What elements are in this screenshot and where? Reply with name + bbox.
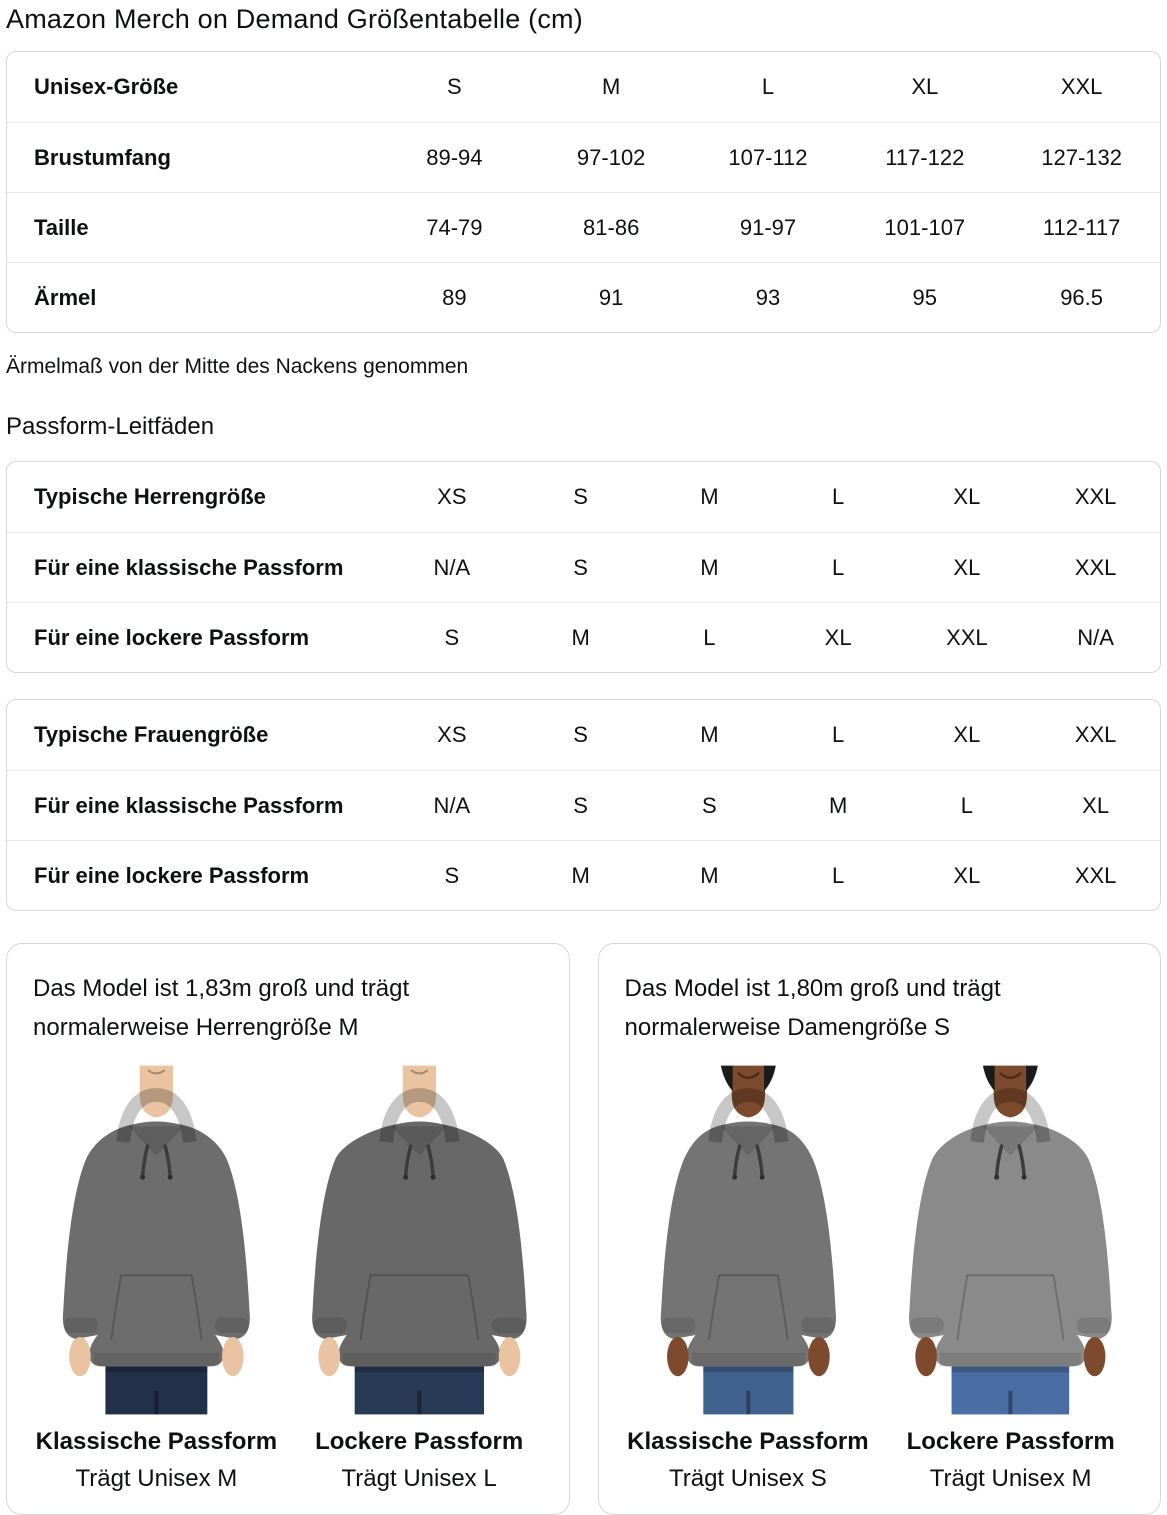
size-cell: XS	[437, 484, 467, 509]
wears-size-label: Trägt Unisex S	[668, 1464, 827, 1492]
model-description: Das Model ist 1,83m groß und trägt normalerweise Herrengröße M	[33, 975, 410, 1041]
size-cell: L	[831, 722, 845, 747]
size-cell: L	[831, 484, 845, 509]
size-cell: 81-86	[583, 214, 640, 240]
wears-size-label: Trägt Unisex M	[929, 1464, 1092, 1492]
size-cell: XL	[953, 554, 981, 580]
row-label: Unisex-Größe	[34, 74, 179, 99]
row-label: Typische Herrengröße	[34, 484, 266, 509]
size-cell: S	[444, 624, 460, 650]
fit-label: Klassische Passform	[627, 1427, 869, 1455]
size-cell: 112-117	[1042, 214, 1121, 240]
table-row	[7, 700, 1160, 770]
size-cell: 101-107	[884, 214, 966, 240]
size-table	[6, 51, 1161, 333]
size-cell: N/A	[1077, 624, 1114, 650]
table-row	[7, 840, 1160, 910]
model-figure	[292, 1064, 547, 1493]
size-cell: M	[571, 862, 590, 888]
size-cell: N/A	[433, 792, 471, 818]
size-cell: XXL	[1074, 484, 1117, 509]
size-cell: 89	[442, 284, 467, 310]
size-cell: XL	[911, 74, 939, 99]
page-title: Amazon Merch on Demand Größentabelle (cm)	[6, 4, 583, 34]
table-row	[7, 532, 1160, 602]
size-cell: 93	[755, 284, 781, 310]
wears-size-label: Trägt Unisex L	[341, 1464, 497, 1492]
row-label: Für eine klassische Passform	[34, 554, 344, 580]
size-cell: S	[573, 722, 588, 747]
size-cell: XL	[953, 722, 981, 747]
size-cell: XXL	[1074, 554, 1117, 580]
size-cell: 107-112	[728, 144, 808, 170]
size-cell: XL	[953, 484, 981, 509]
size-cell: L	[960, 792, 973, 818]
model-figures	[621, 1064, 1139, 1493]
size-cell: XL	[824, 624, 852, 650]
table-row	[7, 52, 1160, 122]
size-cell: 97-102	[576, 144, 646, 170]
row-label: Für eine lockere Passform	[34, 624, 310, 650]
fit-label: Lockere Passform	[906, 1427, 1115, 1455]
size-cell: 89-94	[426, 144, 483, 170]
model-figure	[29, 1064, 284, 1493]
table-row	[7, 770, 1160, 840]
size-cell: L	[703, 624, 716, 650]
size-cell: 127-132	[1041, 144, 1122, 170]
size-cell: M	[700, 484, 719, 509]
table-row	[7, 262, 1160, 332]
size-cell: XXL	[946, 624, 988, 650]
size-cell: XXL	[1060, 74, 1103, 99]
row-label: Typische Frauengröße	[34, 722, 269, 747]
mens-fit-table	[6, 461, 1161, 673]
female-model-loose-fit-photo	[883, 1064, 1138, 1416]
size-cell: L	[831, 862, 845, 888]
row-label: Taille	[34, 214, 89, 240]
row-label: Für eine klassische Passform	[34, 792, 344, 818]
model-figure	[621, 1064, 876, 1493]
table-row	[7, 462, 1160, 532]
model-figure	[883, 1064, 1138, 1493]
size-cell: M	[700, 722, 719, 747]
size-cell: 117-122	[885, 144, 965, 170]
size-cell: M	[602, 74, 621, 99]
row-label: Für eine lockere Passform	[34, 862, 310, 888]
fit-label: Lockere Passform	[315, 1427, 524, 1455]
model-cards-row	[6, 943, 1161, 1515]
wears-size-label: Trägt Unisex M	[75, 1464, 238, 1492]
size-cell: L	[761, 74, 775, 99]
size-cell: 95	[912, 284, 938, 310]
size-cell: S	[573, 484, 588, 509]
size-cell: M	[571, 624, 590, 650]
fit-guides-heading: Passform-Leitfäden	[6, 413, 215, 440]
male-model-loose-fit-photo	[292, 1064, 547, 1416]
model-description: Das Model ist 1,80m groß und trägt normalerweise Damengröße S	[624, 975, 1001, 1041]
row-label: Ärmel	[34, 284, 97, 310]
size-cell: XXL	[1074, 862, 1117, 888]
size-cell: XXL	[1074, 722, 1117, 747]
row-label: Brustumfang	[34, 144, 171, 170]
womens-fit-table	[6, 699, 1161, 911]
table-row	[7, 122, 1160, 192]
size-cell: M	[700, 554, 719, 580]
size-cell: N/A	[433, 554, 471, 580]
male-model-classic-fit-photo	[29, 1064, 284, 1416]
model-card-women	[598, 943, 1162, 1515]
female-model-classic-fit-photo	[621, 1064, 876, 1416]
size-cell: S	[573, 792, 588, 818]
size-cell: 91-97	[739, 214, 797, 240]
size-cell: XL	[1082, 792, 1110, 818]
size-table-footnote: Ärmelmaß von der Mitte des Nackens genommen	[6, 355, 469, 378]
size-cell: S	[447, 74, 462, 99]
size-cell: S	[444, 862, 460, 888]
size-cell: XL	[953, 862, 981, 888]
size-cell: 74-79	[426, 214, 483, 240]
size-cell: M	[828, 792, 848, 818]
model-card-men	[6, 943, 570, 1515]
table-row	[7, 602, 1160, 672]
size-cell: S	[702, 792, 717, 818]
size-cell: S	[573, 554, 588, 580]
size-cell: 96.5	[1060, 284, 1104, 310]
size-cell: 91	[598, 284, 624, 310]
fit-label: Klassische Passform	[35, 1427, 278, 1455]
size-cell: M	[700, 862, 719, 888]
model-figures	[29, 1064, 547, 1493]
table-row	[7, 192, 1160, 262]
size-cell: L	[831, 554, 845, 580]
size-cell: XS	[437, 722, 467, 747]
